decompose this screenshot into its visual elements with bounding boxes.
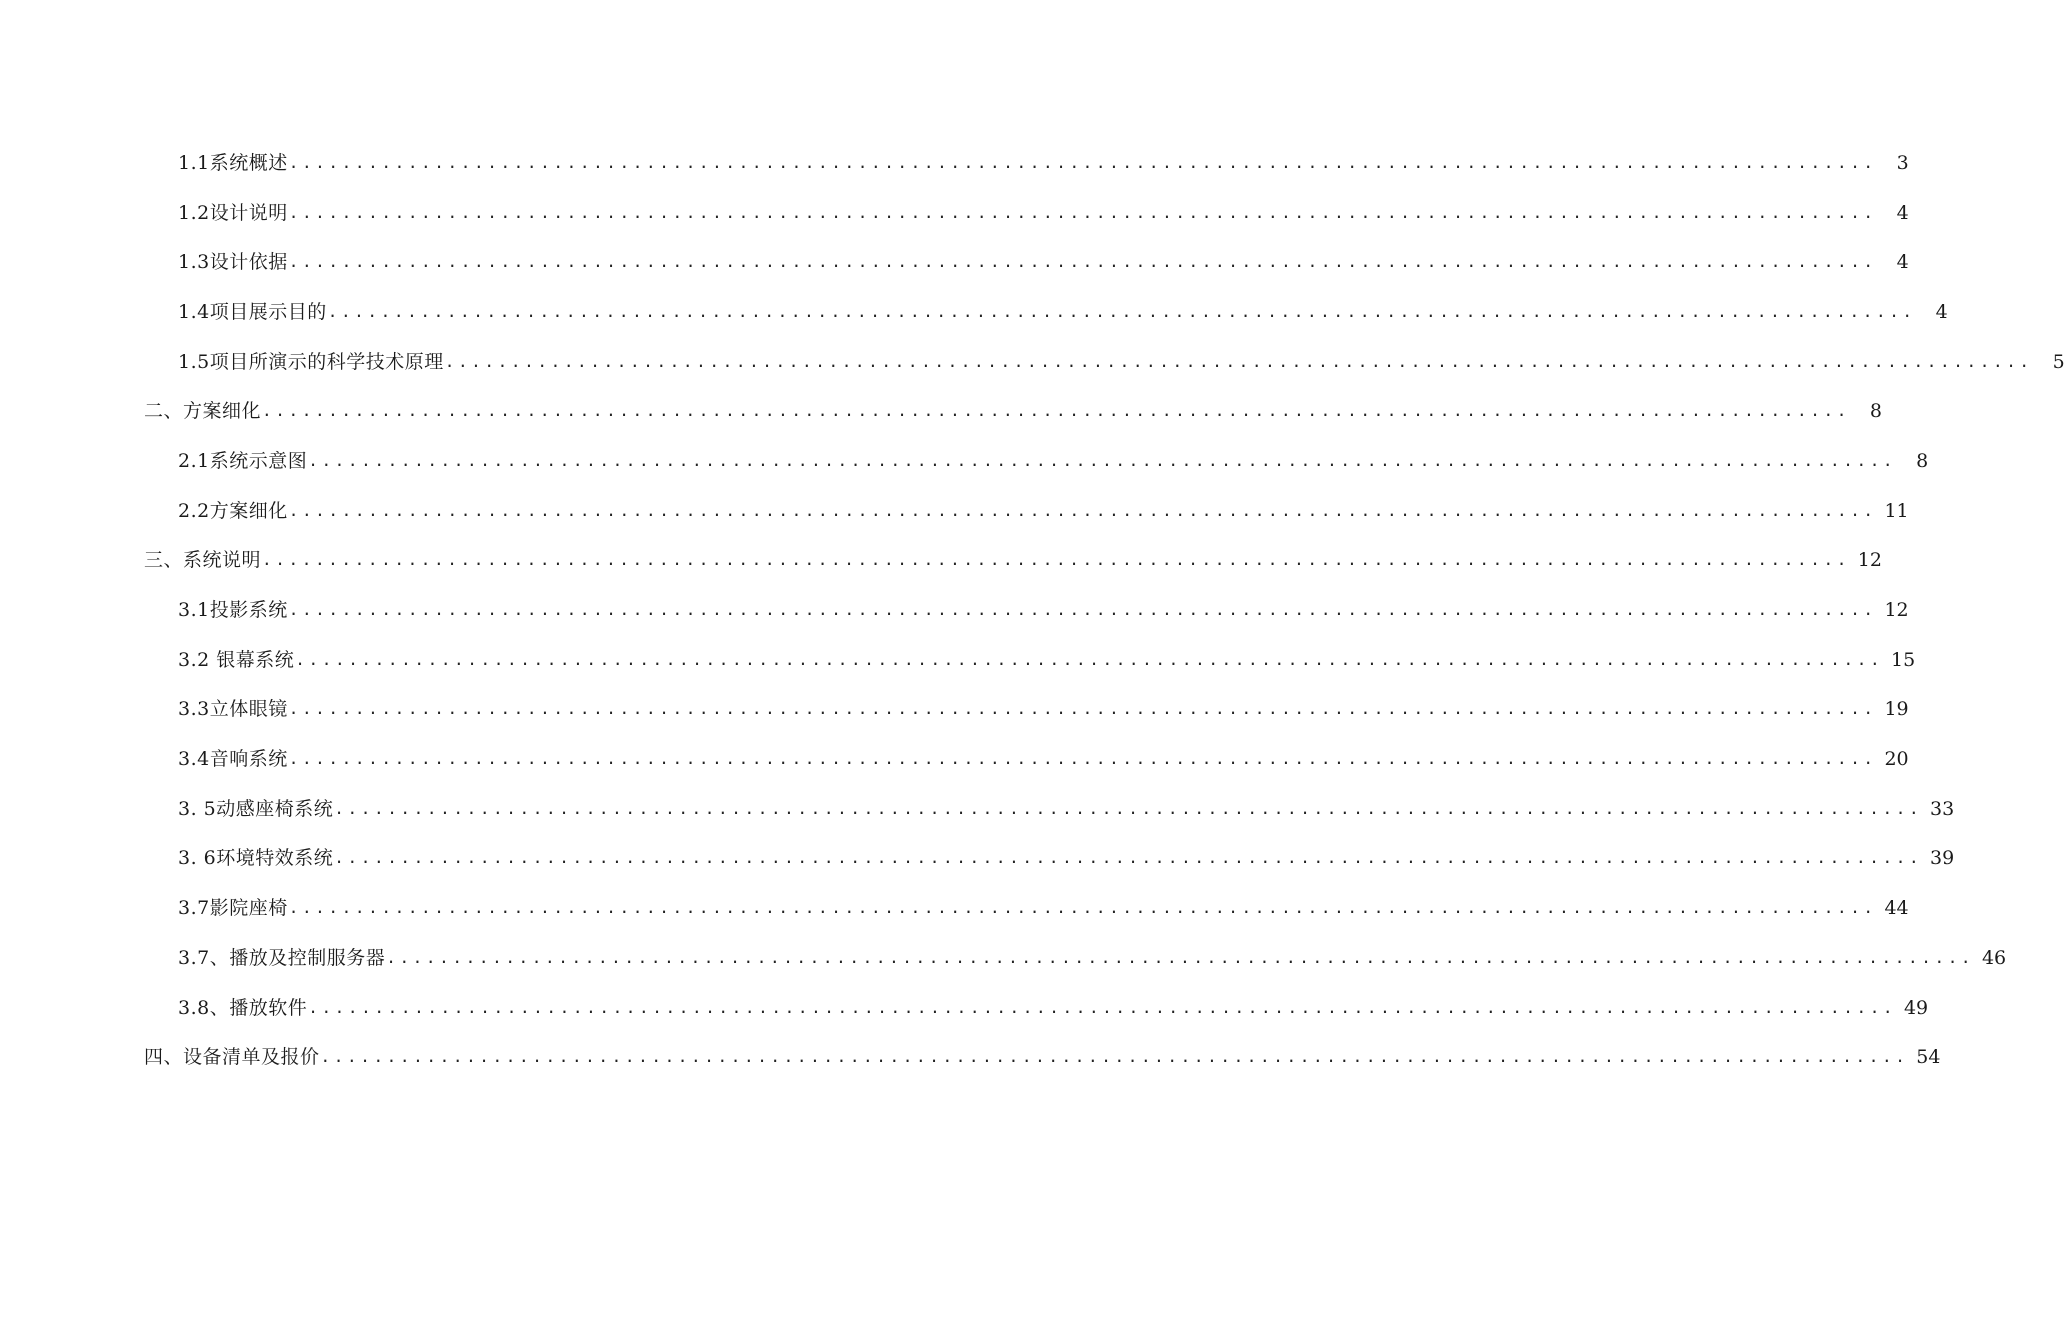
toc-dot-leader: ........................................................................................................................ (334, 798, 1923, 818)
toc-dot-leader: ........................................................................................................................ (320, 1047, 1909, 1067)
toc-page-number: 4 (1935, 300, 1948, 323)
toc-page-number: 4 (1896, 251, 1909, 274)
toc-subsection-entry[interactable] (0, 436, 1929, 486)
toc-subsection-entry[interactable] (0, 933, 2007, 983)
toc-entry-title: 3.2 银幕系统 (178, 648, 295, 671)
toc-subsection-entry[interactable] (0, 585, 1909, 635)
toc-entry-title: 二、方案细化 (144, 400, 262, 423)
toc-page-number: 39 (1930, 847, 1955, 870)
toc-dot-leader: ........................................................................................................................ (308, 997, 1897, 1017)
toc-dot-leader: ........................................................................................................................ (288, 152, 1877, 172)
toc-page-number: 8 (1869, 400, 1882, 423)
toc-dot-leader: ........................................................................................................................ (334, 848, 1923, 868)
toc-subsection-entry[interactable] (0, 734, 1909, 784)
toc-subsection-entry[interactable] (0, 983, 1929, 1033)
toc-section-entry[interactable] (0, 386, 1882, 436)
toc-entry-title: 3.8、播放软件 (178, 996, 308, 1019)
toc-entry-title: 3.7影院座椅 (178, 897, 288, 920)
toc-section-entry[interactable] (0, 1032, 1941, 1082)
toc-dot-leader: ........................................................................................................................ (288, 699, 1877, 719)
toc-subsection-entry[interactable] (0, 287, 1948, 337)
toc-page-number: 4 (1896, 201, 1909, 224)
toc-subsection-entry[interactable] (0, 635, 1916, 685)
toc-dot-leader: ........................................................................................................................ (288, 252, 1877, 272)
toc-entry-title: 3.4音响系统 (178, 748, 288, 771)
toc-entry-title: 1.5项目所演示的科学技术原理 (178, 350, 444, 373)
toc-page-number: 46 (1981, 946, 2007, 969)
toc-subsection-entry[interactable] (0, 784, 1955, 834)
toc-page-number: 19 (1884, 698, 1909, 721)
toc-entry-title: 1.3设计依据 (178, 251, 288, 274)
toc-entry-title: 3.3立体眼镜 (178, 698, 288, 721)
toc-dot-leader: ........................................................................................................................ (288, 898, 1877, 918)
toc-page-number: 12 (1857, 549, 1882, 572)
toc-subsection-entry[interactable] (0, 188, 1909, 238)
toc-entry-title: 3.1投影系统 (178, 599, 288, 622)
toc-entry-title: 2.1系统示意图 (178, 449, 308, 472)
toc-entry-title: 3. 5动感座椅系统 (178, 797, 334, 820)
toc-page-number: 15 (1891, 648, 1916, 671)
toc-page-number: 12 (1884, 599, 1909, 622)
toc-dot-leader: ........................................................................................................................ (444, 351, 2033, 371)
toc-dot-leader: ........................................................................................................................ (386, 947, 1975, 967)
toc-entry-title: 1.1系统概述 (178, 151, 288, 174)
toc-entry-title: 1.4项目展示目的 (178, 300, 327, 323)
toc-subsection-entry[interactable] (0, 237, 1909, 287)
toc-page-number: 33 (1930, 797, 1955, 820)
toc-entry-title: 3. 6环境特效系统 (178, 847, 334, 870)
toc-subsection-entry[interactable] (0, 486, 1909, 536)
toc-dot-leader: ........................................................................................................................ (288, 202, 1877, 222)
toc-entry-title: 三、系统说明 (144, 549, 262, 572)
toc-page-number: 8 (1916, 449, 1929, 472)
toc-section-entry[interactable] (0, 536, 1882, 586)
toc-dot-leader: ........................................................................................................................ (288, 500, 1877, 520)
toc-page-number: 20 (1884, 748, 1909, 771)
toc-dot-leader: ........................................................................................................................ (288, 600, 1877, 620)
toc-dot-leader: ........................................................................................................................ (327, 301, 1916, 321)
toc-subsection-entry[interactable] (0, 138, 1909, 188)
toc-page-number: 49 (1903, 996, 1929, 1019)
table-of-contents (0, 138, 2065, 1082)
toc-dot-leader: ........................................................................................................................ (262, 550, 1850, 570)
toc-entry-title: 1.2设计说明 (178, 201, 288, 224)
toc-page-number: 11 (1884, 499, 1909, 522)
toc-subsection-entry[interactable] (0, 883, 1909, 933)
toc-page-number: 54 (1916, 1046, 1941, 1069)
toc-subsection-entry[interactable] (0, 834, 1955, 884)
toc-page-number: 5 (2052, 350, 2065, 373)
toc-dot-leader: ........................................................................................................................ (308, 450, 1897, 470)
toc-dot-leader: ........................................................................................................................ (295, 649, 1884, 669)
toc-subsection-entry[interactable] (0, 685, 1909, 735)
toc-dot-leader: ........................................................................................................................ (262, 401, 1850, 421)
toc-page-number: 3 (1896, 151, 1909, 174)
toc-dot-leader: ........................................................................................................................ (288, 749, 1877, 769)
toc-page-number: 44 (1884, 897, 1909, 920)
toc-subsection-entry[interactable] (0, 337, 2065, 387)
toc-entry-title: 四、设备清单及报价 (144, 1046, 320, 1069)
toc-entry-title: 3.7、播放及控制服务器 (178, 946, 386, 969)
toc-entry-title: 2.2方案细化 (178, 499, 288, 522)
